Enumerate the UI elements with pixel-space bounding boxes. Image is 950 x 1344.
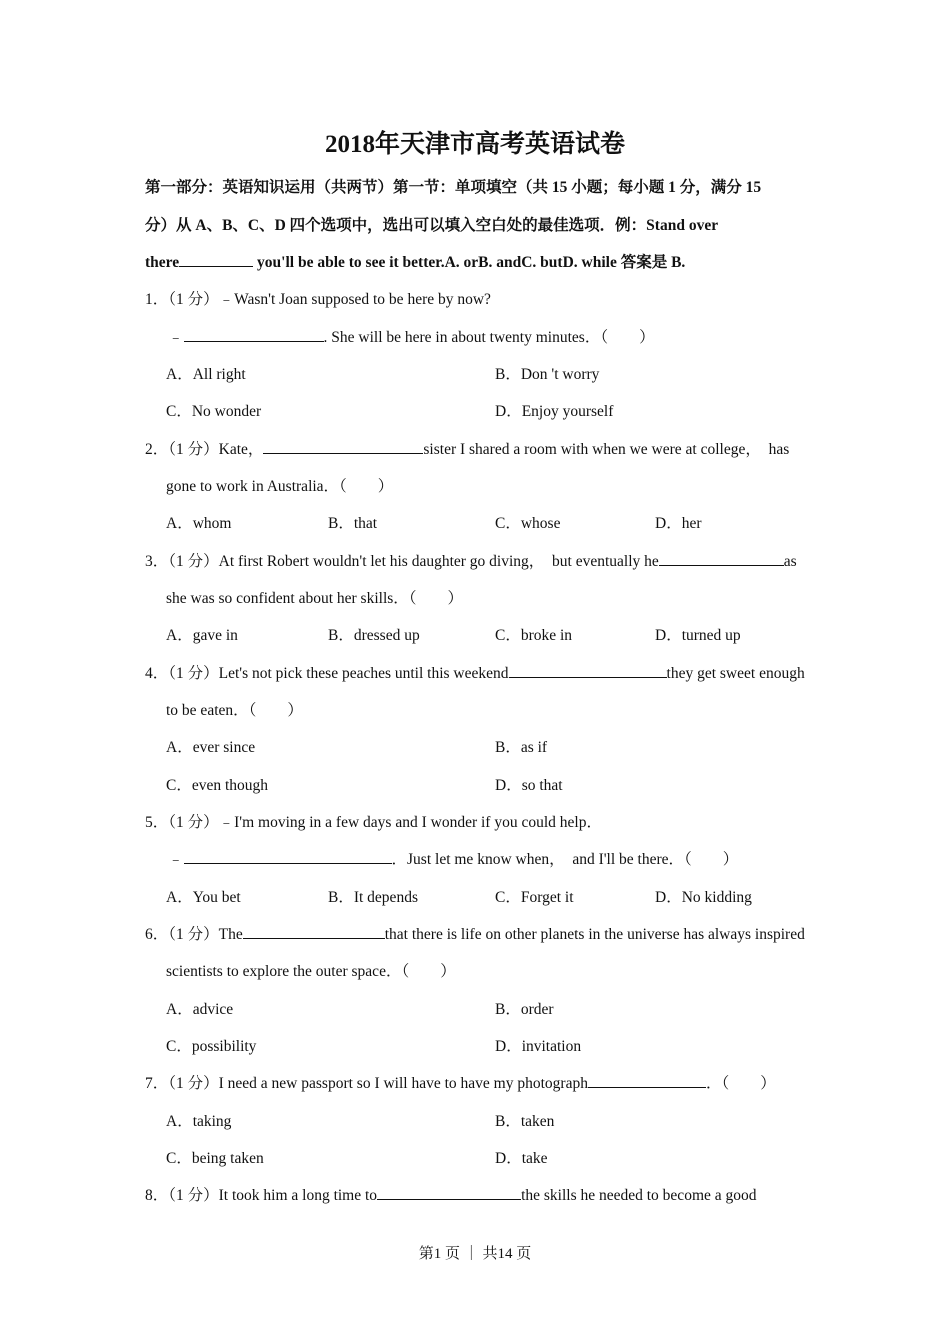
answer-blank bbox=[184, 327, 324, 342]
question-7-stem-start: 7．（1 分）I need a new passport so I will have to have my photograph bbox=[145, 1075, 588, 1092]
answer-blank bbox=[588, 1073, 706, 1088]
question-4-stem bbox=[145, 661, 805, 683]
page-footer: 第1 页 ｜ 共14 页 bbox=[418, 1246, 532, 1262]
question-1-reply: . She will be here in about twenty minutes．（ ） bbox=[323, 329, 655, 346]
section-instructions-line-2: 分）从 A、B、C、D 四个选项中，选出可以填入空白处的最佳选项．例：Stand over bbox=[145, 217, 719, 234]
dash: ﹣ bbox=[168, 851, 184, 868]
question-2-stem-end: sister I shared a room with when we were at college， has bbox=[423, 441, 790, 458]
question-8-stem bbox=[145, 1183, 757, 1205]
question-7-stem bbox=[145, 1071, 776, 1093]
question-7-option-c[interactable]: C．being taken bbox=[166, 1150, 264, 1167]
question-4-stem-continued: to be eaten．（ ） bbox=[166, 702, 303, 719]
example-text-end: you'll be able to see it better.A. orB. andC. butD. while 答案是 B. bbox=[253, 254, 686, 271]
question-2-option-a[interactable]: A．whom bbox=[166, 515, 232, 532]
question-2-stem-continued: gone to work in Australia．（ ） bbox=[166, 478, 394, 495]
question-1-option-c[interactable]: C．No wonder bbox=[166, 403, 262, 420]
answer-blank bbox=[263, 439, 423, 454]
question-3-option-b[interactable]: B．dressed up bbox=[328, 627, 420, 644]
question-4-option-a[interactable]: A．ever since bbox=[166, 739, 256, 756]
answer-blank bbox=[659, 551, 784, 566]
question-3-option-a[interactable]: A．gave in bbox=[166, 627, 238, 644]
question-5-option-d[interactable]: D．No kidding bbox=[655, 889, 752, 906]
question-5-option-c[interactable]: C．Forget it bbox=[495, 889, 574, 906]
question-4-stem-end: they get sweet enough bbox=[666, 665, 805, 682]
question-6-option-c[interactable]: C．possibility bbox=[166, 1038, 257, 1055]
question-7-option-d[interactable]: D．take bbox=[495, 1150, 548, 1167]
question-5-option-a[interactable]: A．You bet bbox=[166, 889, 241, 906]
question-4-option-d[interactable]: D．so that bbox=[495, 777, 563, 794]
answer-blank bbox=[243, 924, 385, 939]
question-7-option-a[interactable]: A．taking bbox=[166, 1113, 232, 1130]
question-6-stem-continued: scientists to explore the outer space．（ ） bbox=[166, 963, 456, 980]
question-2-option-d[interactable]: D．her bbox=[655, 515, 702, 532]
section-instructions-line-3 bbox=[145, 250, 685, 272]
question-7-option-b[interactable]: B．taken bbox=[495, 1113, 555, 1130]
question-3-stem-start: 3．（1 分）At first Robert wouldn't let his daughter go diving， but eventually he bbox=[145, 553, 659, 570]
question-1-dialogue bbox=[168, 325, 655, 347]
section-instructions-line-1: 第一部分：英语知识运用（共两节）第一节：单项填空（共 15 小题；每小题 1 分，满分 15 bbox=[145, 179, 762, 196]
question-5-option-b[interactable]: B．It depends bbox=[328, 889, 418, 906]
question-8-stem-end: the skills he needed to become a good bbox=[521, 1187, 757, 1204]
question-5-dialogue bbox=[168, 847, 738, 869]
question-1-option-b[interactable]: B．Don 't worry bbox=[495, 366, 600, 383]
page-title: 2018年天津市高考英语试卷 bbox=[324, 131, 625, 158]
question-6-stem-end: that there is life on other planets in the universe has always inspired bbox=[384, 926, 805, 943]
example-text-start: there bbox=[145, 254, 180, 271]
question-3-stem-end: as bbox=[783, 553, 797, 570]
question-1-option-a[interactable]: A．All right bbox=[166, 366, 246, 383]
question-2-option-c[interactable]: C．whose bbox=[495, 515, 561, 532]
question-2-stem bbox=[145, 437, 789, 459]
question-4-option-c[interactable]: C．even though bbox=[166, 777, 269, 794]
question-6-stem-start: 6．（1 分）The bbox=[145, 926, 243, 943]
dash: ﹣ bbox=[168, 329, 184, 346]
question-1-option-d[interactable]: D．Enjoy yourself bbox=[495, 403, 614, 420]
question-3-option-d[interactable]: D．turned up bbox=[655, 627, 741, 644]
question-4-option-b[interactable]: B．as if bbox=[495, 739, 548, 756]
question-5-reply: ．Just let me know when， and I'll be there．（ ） bbox=[391, 851, 739, 868]
question-7-stem-end: ．（ ） bbox=[705, 1075, 776, 1092]
question-6-option-b[interactable]: B．order bbox=[495, 1001, 554, 1018]
answer-blank bbox=[377, 1185, 521, 1200]
question-3-option-c[interactable]: C．broke in bbox=[495, 627, 573, 644]
answer-blank bbox=[509, 663, 667, 678]
question-5-stem: 5．（1 分）﹣I'm moving in a few days and I wonder if you could help． bbox=[145, 814, 602, 831]
question-3-stem bbox=[145, 549, 797, 571]
question-6-stem bbox=[145, 922, 805, 944]
answer-blank bbox=[179, 252, 253, 267]
question-4-stem-start: 4．（1 分）Let's not pick these peaches until this weekend bbox=[145, 665, 509, 682]
question-2-option-b[interactable]: B．that bbox=[328, 515, 378, 532]
question-6-option-a[interactable]: A．advice bbox=[166, 1001, 234, 1018]
question-2-stem-start: 2．（1 分）Kate， bbox=[145, 441, 264, 458]
question-3-stem-continued: she was so confident about her skills．（ ） bbox=[166, 590, 464, 607]
question-6-option-d[interactable]: D．invitation bbox=[495, 1038, 582, 1055]
question-1-stem: 1．（1 分）﹣Wasn't Joan supposed to be here by now? bbox=[145, 291, 491, 308]
question-8-stem-start: 8．（1 分）It took him a long time to bbox=[145, 1187, 378, 1204]
answer-blank bbox=[184, 849, 392, 864]
